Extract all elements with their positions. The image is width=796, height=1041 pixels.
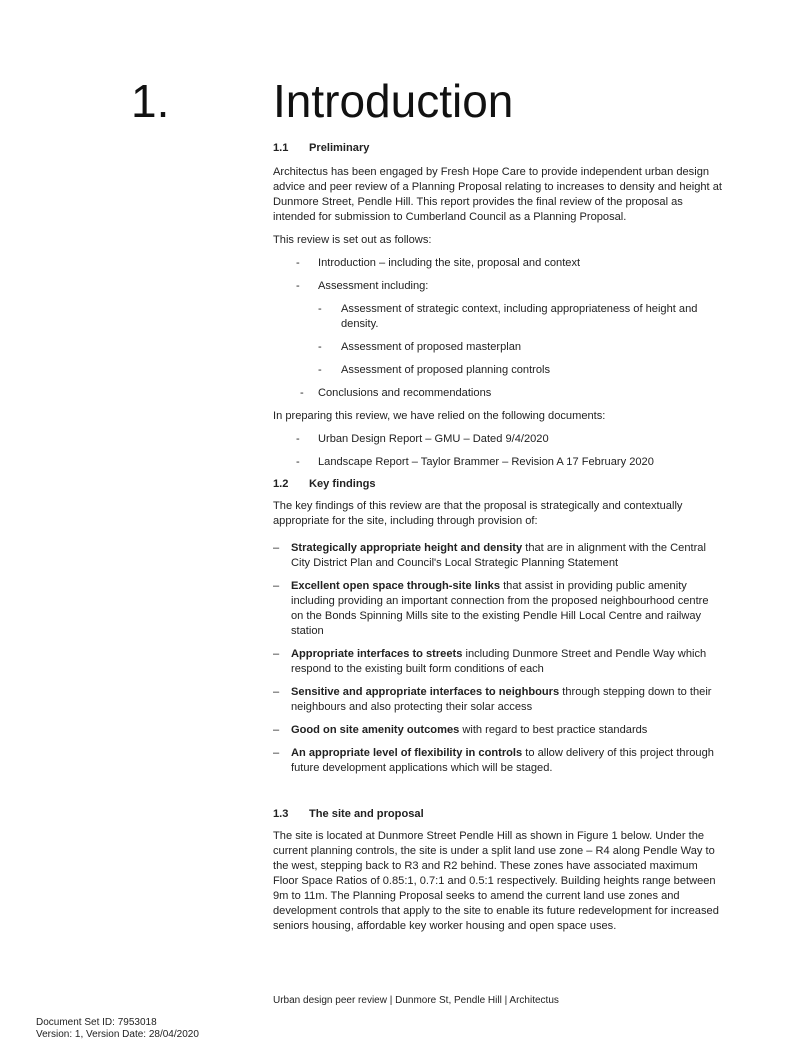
document-stamp [36,1017,199,1041]
list-item-text: Assessment including: [318,280,429,292]
list-item [273,432,723,447]
finding-bold: Excellent open space through-site links [291,580,500,592]
section-number: 1.3 [273,808,289,820]
finding-bold: Appropriate interfaces to streets [291,648,463,660]
dash-bullet: - [318,341,322,353]
review-structure-list [273,256,723,401]
dash-bullet: - [318,364,322,376]
dash-bullet: - [296,257,300,269]
dash-bullet: – [273,542,280,554]
section-heading-key-findings [273,477,723,492]
dash-bullet: – [273,648,280,660]
list-item [273,455,723,470]
dash-bullet: – [273,686,280,698]
preliminary-paragraph: Architectus has been engaged by Fresh Hope Care to provide independent urban design advice and peer review of a Planning Proposal relating to increases to density and height at Dunmore Street, Pendle Hill. This report provides the final review of the proposal as intended for submission to Cumberland Council as a Planning Proposal. [273,166,722,223]
section-title: The site and proposal [309,808,424,820]
page-footer: Urban design peer review | Dunmore St, Pendle Hill | Architectus [273,995,559,1006]
documents-list [273,432,723,470]
chapter-title: Introduction [273,75,514,127]
finding-item [273,746,723,776]
section-heading-preliminary [273,141,723,156]
finding-item [273,541,723,571]
finding-bold: An appropriate level of flexibility in controls [291,747,523,759]
document-set-id: Document Set ID: 7953018 [36,1017,157,1028]
list-item-text: Introduction – including the site, proposal and context [318,257,581,269]
finding-text: with regard to best practice standards [459,724,648,736]
finding-bold: Strategically appropriate height and density [291,542,523,554]
dash-bullet: - [300,387,304,399]
section-title: Preliminary [309,142,370,154]
finding-text: to allow delivery of this project through future development applications which will be staged. [291,747,714,774]
finding-text: that assist in providing public amenity including providing an important connection from the proposed neighbourhood centre on the Bonds Spinning Mills site to the existing Pendle Hill Local Centre and railway station [291,580,709,637]
list-item [318,302,723,332]
finding-bold: Good on site amenity outcomes [291,724,460,736]
list-item-text: Urban Design Report – GMU – Dated 9/4/2020 [318,433,549,445]
page-content [273,141,723,934]
dash-bullet: - [318,303,322,315]
key-findings-intro: The key findings of this review are that the proposal is strategically and contextually appropriate for the site, including through provision of: [273,500,683,527]
finding-text: through stepping down to their neighbours and also protecting their solar access [291,686,712,713]
finding-item [273,647,723,677]
dash-bullet: - [296,280,300,292]
section-title: Key findings [309,478,376,490]
list-item [273,279,723,378]
finding-item [273,685,723,715]
dash-bullet: – [273,747,280,759]
dash-bullet: – [273,724,280,736]
dash-bullet: - [296,433,300,445]
list-item-text: Assessment of proposed masterplan [341,341,522,353]
list-item [273,256,723,271]
key-findings-list [273,541,723,776]
assessment-sublist [318,302,723,378]
list-item [273,386,723,401]
finding-text: including Dunmore Street and Pendle Way which respond to the existing built form conditions of each [291,648,707,675]
section-number: 1.1 [273,142,289,154]
finding-bold: Sensitive and appropriate interfaces to neighbours [291,686,560,698]
review-structure-intro: This review is set out as follows: [273,234,432,246]
section-number: 1.2 [273,478,289,490]
site-proposal-paragraph: The site is located at Dunmore Street Pendle Hill as shown in Figure 1 below. Under the current planning controls, the site is under a split land use zone – R4 along Pendle Way to the west, stepping back to R3 and R2 behind. These zones have associated maximum Floor Space Ratios of 0.85:1, 0.7:1 and 0.5:1 respectively. Building heights range between 9m to 11m. The Planning Proposal seeks to amend the current land use zones and development controls that apply to the site to enable its future redevelopment for increased seniors housing, affordable key worker housing and open space uses. [273,830,719,932]
finding-item [273,723,723,738]
documents-intro: In preparing this review, we have relied on the following documents: [273,410,606,422]
finding-item [273,579,723,639]
list-item-text: Assessment of proposed planning controls [341,364,551,376]
list-item [318,340,723,355]
finding-text: that are in alignment with the Central City District Plan and Council's Local Strategic Planning Statement [291,542,706,569]
list-item-text: Conclusions and recommendations [318,387,492,399]
list-item [318,363,723,378]
dash-bullet: – [273,580,280,592]
dash-bullet: - [296,456,300,468]
chapter-number: 1. [131,75,170,127]
list-item-text: Assessment of strategic context, including appropriateness of height and density. [341,303,698,330]
list-item-text: Landscape Report – Taylor Brammer – Revision A 17 February 2020 [318,456,654,468]
section-heading-site-proposal [273,807,723,822]
document-version: Version: 1, Version Date: 28/04/2020 [36,1029,199,1040]
